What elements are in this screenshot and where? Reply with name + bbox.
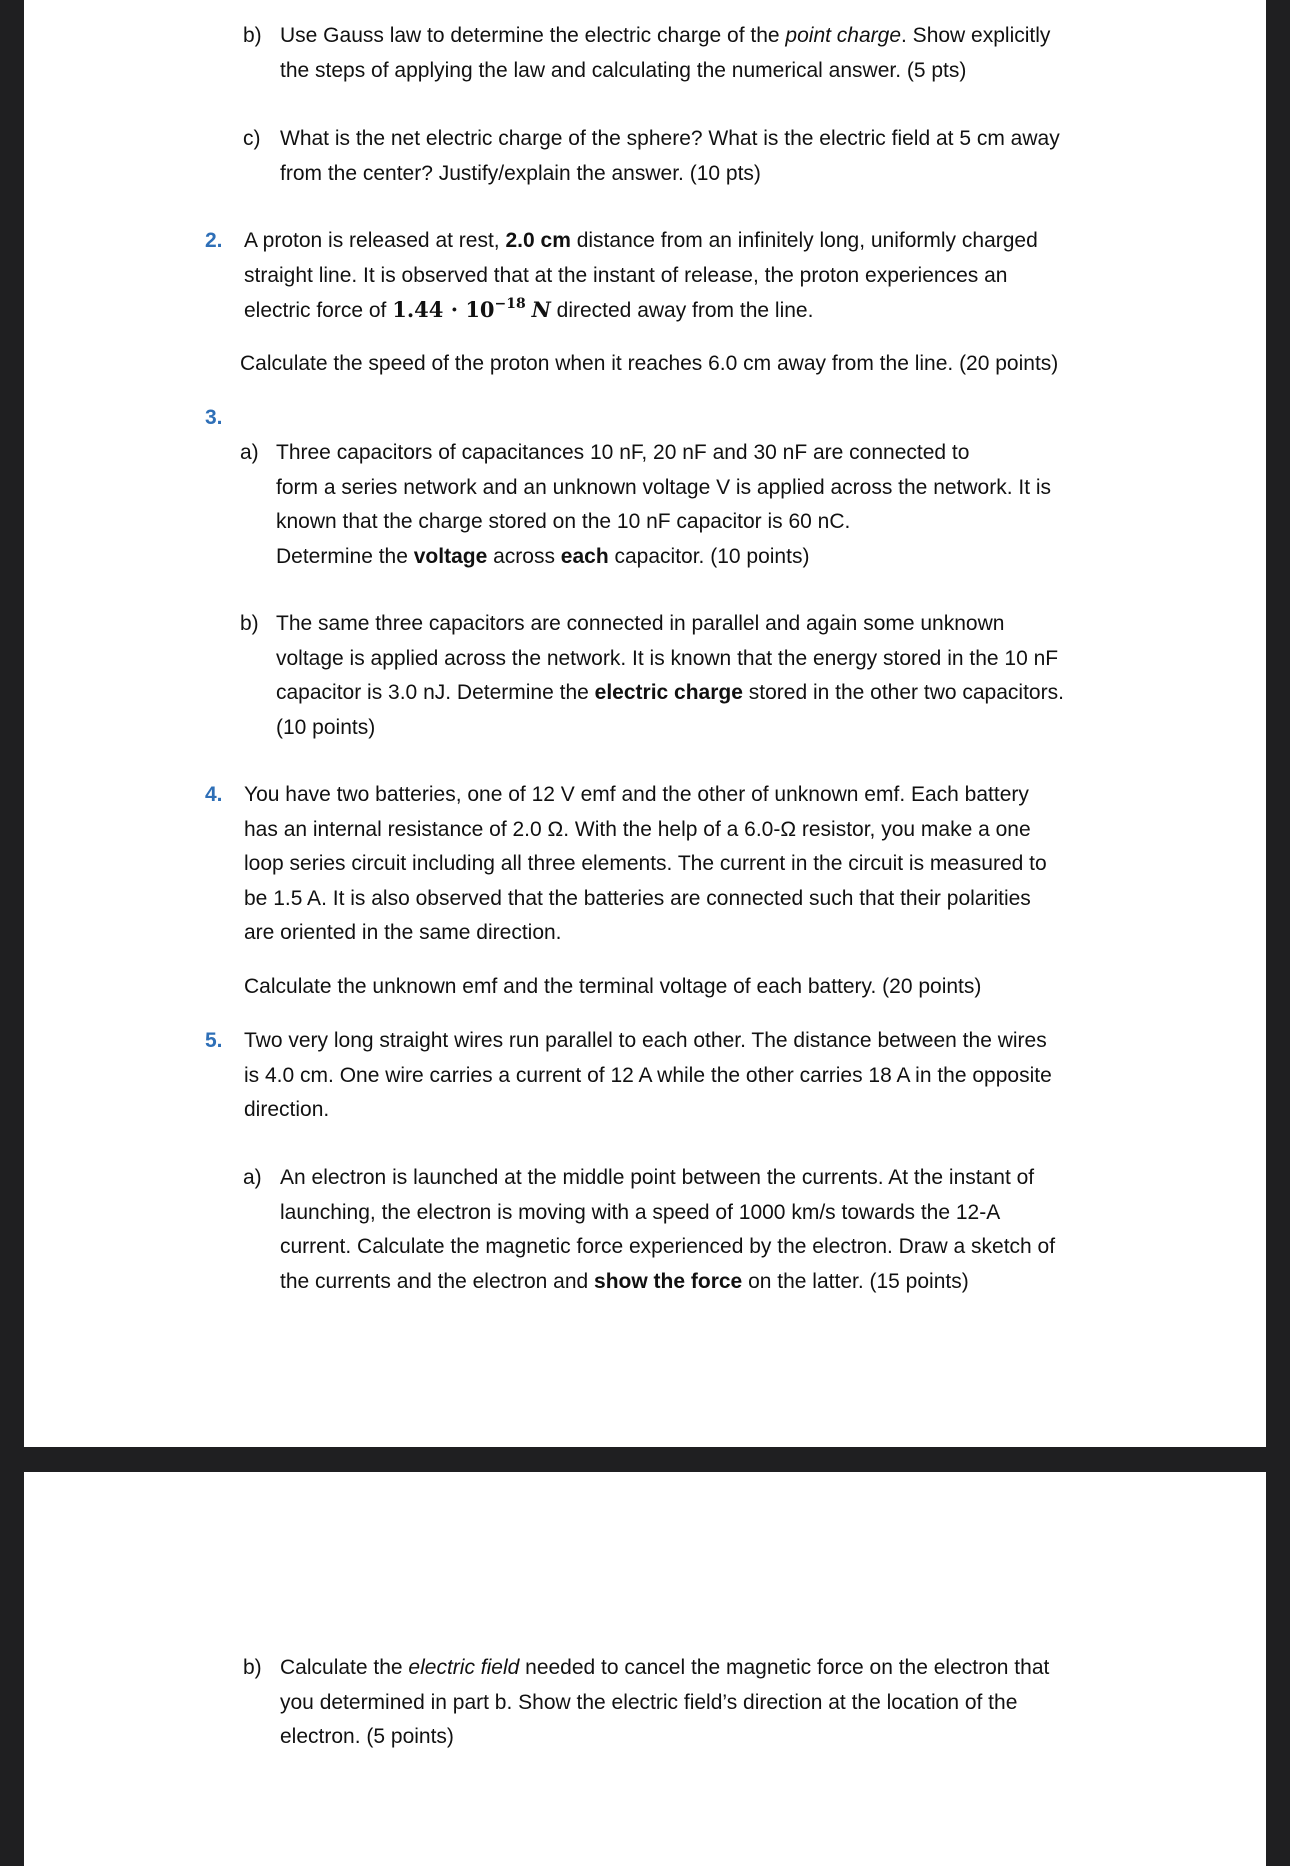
q2-force-value: 1.44 · 10 — [392, 297, 495, 322]
q5a-label: a) — [243, 1166, 262, 1189]
q4-number: 4. — [205, 783, 223, 806]
q2-force-exponent: −18 — [494, 296, 526, 312]
q3a-line2: form a series network and an unknown voltage V is applied across the network. It is — [276, 475, 1052, 499]
q2-line1-pre: A proton is released at rest, — [244, 229, 506, 252]
q1b-label: b) — [243, 24, 262, 47]
q5b-label: b) — [243, 1656, 262, 1679]
q1c-line1: What is the net electric charge of the sphere? What is the electric field at 5 cm away — [280, 127, 1060, 150]
q1b-line1-pre: Use Gauss law to determine the electric charge of the — [280, 24, 786, 47]
q3b-line1: The same three capacitors are connected in parallel and again some unknown — [276, 612, 1005, 635]
q1c-label: c) — [243, 127, 261, 150]
q1b-text — [280, 19, 1240, 88]
q3a-label: a) — [240, 441, 259, 464]
q3a-line1: Three capacitors of capacitances 10 nF, 20 nF and 30 nF are connected to — [276, 441, 970, 464]
q4-line4: be 1.5 A. It is also observed that the batteries are connected such that their polarities — [244, 886, 1031, 910]
q2-line2: straight line. It is observed that at the instant of release, the proton experiences an — [244, 263, 1008, 287]
q5-line2: is 4.0 cm. One wire carries a current of 12 A while the other carries 18 A in the opposite — [244, 1063, 1052, 1087]
q4-line1: You have two batteries, one of 12 V emf and the other of unknown emf. Each battery — [244, 783, 1029, 806]
q5b-electric-field: electric field — [408, 1656, 520, 1679]
q2-line1-post: distance from an infinitely long, uniformly charged — [570, 229, 1038, 252]
q5a-line4-pre: the currents and the electron and — [280, 1269, 595, 1293]
q3-number: 3. — [205, 406, 223, 429]
q5a-show-the-force: show the force — [594, 1269, 743, 1293]
page-2 — [24, 1472, 1266, 1866]
q4-line2: has an internal resistance of 2.0 Ω. With the help of a 6.0-Ω resistor, you make a one — [244, 817, 1031, 841]
q4-line3: loop series circuit including all three elements. The current in the circuit is measured to — [244, 852, 1047, 875]
q3b-text — [276, 607, 1246, 745]
q5b-line2: you determined in part b. Show the electric field’s direction at the location of the — [280, 1690, 1018, 1714]
q5b-line1-pre: Calculate the — [280, 1656, 409, 1679]
q3a-line4-post: capacitor. (10 points) — [608, 544, 810, 568]
q5a-text — [280, 1161, 1240, 1299]
q3b-label: b) — [240, 612, 259, 635]
q1c-line2: from the center? Justify/explain the answer. (10 pts) — [280, 161, 761, 185]
q3b-line3-post: stored in the other two capacitors. — [742, 681, 1064, 704]
q5-line1: Two very long straight wires run parallel to each other. The distance between the wires — [244, 1029, 1047, 1052]
q4-question: Calculate the unknown emf and the terminal voltage of each battery. (20 points) — [244, 975, 982, 998]
q3a-each: each — [560, 544, 609, 568]
q1b-line1-em: point charge — [785, 24, 902, 47]
q3a-voltage: voltage — [413, 544, 488, 568]
page-1 — [24, 0, 1266, 1447]
q4-text — [244, 778, 1244, 951]
q5a-line3: current. Calculate the magnetic force experienced by the electron. Draw a sketch of — [280, 1235, 1056, 1258]
q1b-line1-post: . Show explicitly — [901, 24, 1051, 47]
q2-line3-pre: electric force of — [244, 299, 393, 322]
q3b-electric-charge: electric charge — [594, 681, 743, 704]
q3a-line3: known that the charge stored on the 10 nF capacitor is 60 nC. — [276, 510, 851, 533]
q4-line5: are oriented in the same direction. — [244, 921, 562, 944]
q5a-line2: launching, the electron is moving with a speed of 1000 km/s towards the 12-A — [280, 1200, 1001, 1224]
q2-number: 2. — [205, 229, 223, 252]
q5b-text — [280, 1651, 1240, 1755]
q3a-line4-pre: Determine the — [276, 544, 414, 568]
q2-force-unit: N — [531, 297, 551, 322]
q3b-line4: (10 points) — [276, 715, 376, 739]
q2-distance: 2.0 cm — [505, 229, 571, 252]
q2-question: Calculate the speed of the proton when it reaches 6.0 cm away from the line. (20 points) — [240, 352, 1059, 375]
q5-text — [244, 1024, 1244, 1128]
q1c-text — [280, 122, 1240, 191]
q5b-line1-post: needed to cancel the magnetic force on the electron that — [519, 1656, 1050, 1679]
q2-text — [244, 224, 1244, 329]
q5a-line4-post: on the latter. (15 points) — [742, 1269, 969, 1293]
q1b-line2: the steps of applying the law and calculating the numerical answer. (5 pts) — [280, 58, 967, 82]
q5-line3: direction. — [244, 1098, 330, 1121]
q2-line3-post: directed away from the line. — [550, 299, 814, 322]
q3b-line2: voltage is applied across the network. It is known that the energy stored in the 10 nF — [276, 646, 1059, 670]
q5b-line3: electron. (5 points) — [280, 1725, 454, 1748]
q5a-line1: An electron is launched at the middle point between the currents. At the instant of — [280, 1166, 1035, 1189]
q3a-line4-mid: across — [487, 544, 561, 568]
q3a-text — [276, 436, 1246, 574]
q3b-line3-pre: capacitor is 3.0 nJ. Determine the — [276, 681, 595, 704]
q5-number: 5. — [205, 1029, 223, 1052]
